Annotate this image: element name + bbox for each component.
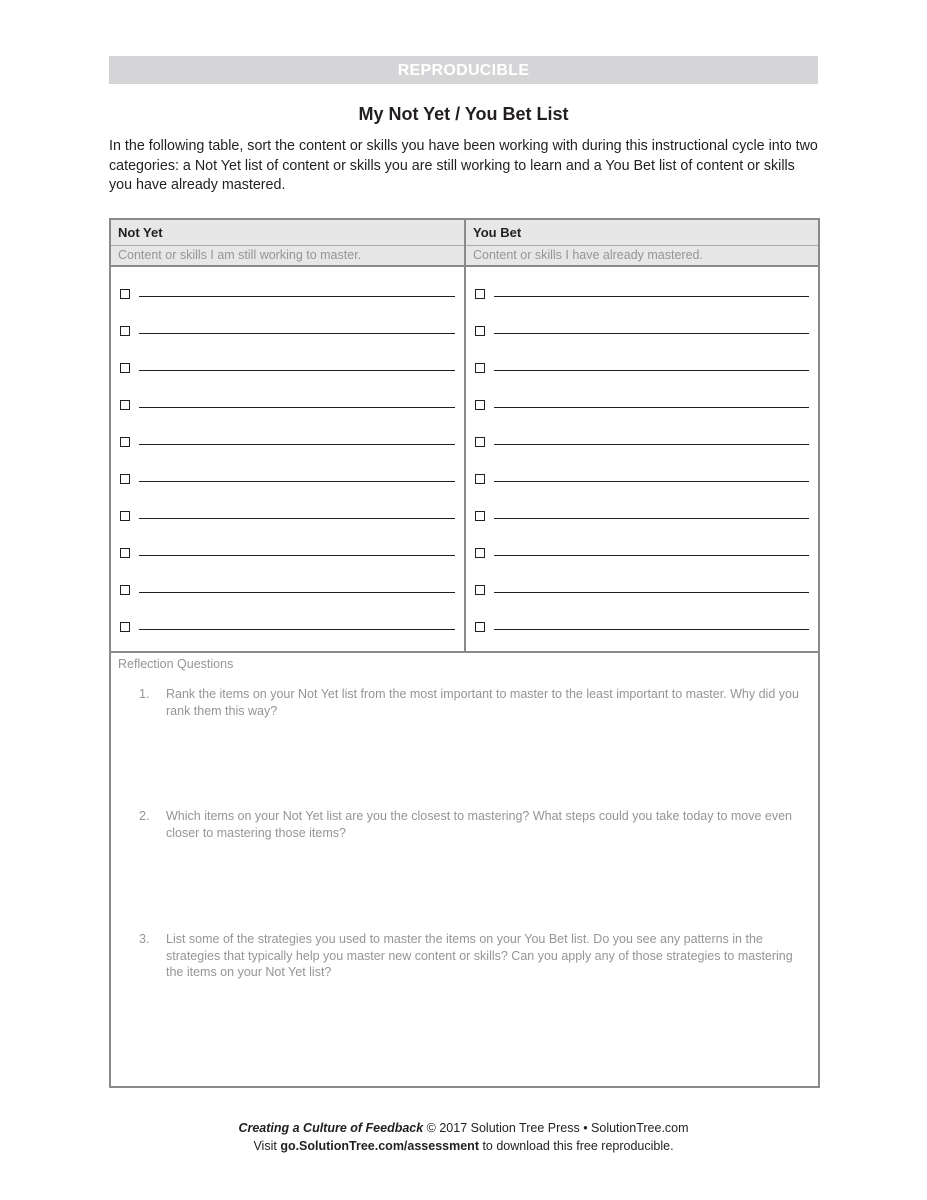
visit-text: Visit <box>253 1139 281 1153</box>
download-link[interactable]: go.SolutionTree.com/assessment <box>280 1139 479 1153</box>
page-footer <box>109 1119 818 1155</box>
not-yet-item-row <box>111 357 464 377</box>
question-number: 1. <box>139 687 150 701</box>
column-divider <box>464 220 466 652</box>
you-bet-item-row <box>466 542 818 562</box>
checkbox[interactable] <box>475 474 485 484</box>
checkbox[interactable] <box>120 326 130 336</box>
you-bet-item-row <box>466 283 818 303</box>
you-bet-item-row <box>466 468 818 488</box>
not-yet-title: Not Yet <box>118 225 163 240</box>
write-in-line[interactable] <box>494 629 809 630</box>
checkbox[interactable] <box>475 622 485 632</box>
write-in-line[interactable] <box>494 407 809 408</box>
you-bet-title: You Bet <box>473 225 522 240</box>
checkbox[interactable] <box>120 400 130 410</box>
you-bet-item-row <box>466 616 818 636</box>
you-bet-item-row <box>466 320 818 340</box>
reproducible-banner: REPRODUCIBLE <box>109 56 818 84</box>
page-title: My Not Yet / You Bet List <box>358 104 569 124</box>
you-bet-subtitle: Content or skills I have already mastered. <box>473 248 703 262</box>
checkbox[interactable] <box>475 400 485 410</box>
checkbox[interactable] <box>475 326 485 336</box>
not-yet-item-row <box>111 616 464 636</box>
write-in-line[interactable] <box>494 296 809 297</box>
you-bet-item-row <box>466 431 818 451</box>
header-rule <box>466 245 818 246</box>
worksheet-table <box>109 218 820 1088</box>
write-in-line[interactable] <box>139 407 455 408</box>
write-in-line[interactable] <box>494 444 809 445</box>
checkbox[interactable] <box>475 548 485 558</box>
download-tail-text: to download this free reproducible. <box>478 1139 674 1153</box>
checkbox[interactable] <box>120 511 130 521</box>
not-yet-item-row <box>111 431 464 451</box>
question-number: 2. <box>139 809 150 823</box>
checkbox[interactable] <box>120 585 130 595</box>
checkbox[interactable] <box>475 289 485 299</box>
question-text: Which items on your Not Yet list are you the closest to mastering? What steps could you take today to move even closer to mastering those items? <box>166 809 793 840</box>
not-yet-item-row <box>111 468 464 488</box>
footer-line-2 <box>109 1137 818 1155</box>
reflection-title: Reflection Questions <box>118 657 234 671</box>
not-yet-header <box>111 220 464 267</box>
write-in-line[interactable] <box>139 481 455 482</box>
write-in-line[interactable] <box>139 592 455 593</box>
intro-paragraph: In the following table, sort the content or skills you have been working with during this instructional cycle into two categories: a Not Yet list of content or skills you are still working to learn and a You Bet list of content or skills you have already mastered. <box>109 138 818 193</box>
write-in-line[interactable] <box>494 370 809 371</box>
not-yet-subtitle: Content or skills I am still working to master. <box>118 248 362 262</box>
not-yet-list <box>111 267 464 651</box>
checkbox[interactable] <box>475 437 485 447</box>
checkbox[interactable] <box>120 363 130 373</box>
write-in-line[interactable] <box>139 333 455 334</box>
you-bet-header <box>466 220 818 267</box>
you-bet-item-row <box>466 505 818 525</box>
checkbox[interactable] <box>120 548 130 558</box>
reflection-section <box>111 653 818 1086</box>
checkbox[interactable] <box>475 585 485 595</box>
write-in-line[interactable] <box>139 518 455 519</box>
copyright-text: © 2017 Solution Tree Press • SolutionTree.com <box>423 1121 689 1135</box>
write-in-line[interactable] <box>494 333 809 334</box>
write-in-line[interactable] <box>139 629 455 630</box>
not-yet-item-row <box>111 320 464 340</box>
write-in-line[interactable] <box>494 592 809 593</box>
write-in-line[interactable] <box>494 555 809 556</box>
not-yet-item-row <box>111 283 464 303</box>
question-text: Rank the items on your Not Yet list from the most important to master to the least important to master. Why did you rank them this way? <box>166 687 799 718</box>
not-yet-item-row <box>111 542 464 562</box>
you-bet-item-row <box>466 394 818 414</box>
footer-line-1 <box>109 1119 818 1137</box>
write-in-line[interactable] <box>494 481 809 482</box>
checkbox[interactable] <box>120 437 130 447</box>
write-in-line[interactable] <box>139 296 455 297</box>
you-bet-item-row <box>466 579 818 599</box>
checkbox[interactable] <box>475 363 485 373</box>
checkbox[interactable] <box>475 511 485 521</box>
question-text: List some of the strategies you used to master the items on your You Bet list. Do you see any patterns in the strategies that typically help you master new content or skills? Can you apply any of those strategies to mastering the items on your Not Yet list? <box>166 932 793 979</box>
write-in-line[interactable] <box>139 555 455 556</box>
checkbox[interactable] <box>120 622 130 632</box>
not-yet-item-row <box>111 579 464 599</box>
you-bet-item-row <box>466 357 818 377</box>
not-yet-item-row <box>111 505 464 525</box>
question-number: 3. <box>139 932 150 946</box>
write-in-line[interactable] <box>139 444 455 445</box>
checkbox[interactable] <box>120 289 130 299</box>
write-in-line[interactable] <box>494 518 809 519</box>
book-title: Creating a Culture of Feedback <box>238 1121 424 1135</box>
checkbox[interactable] <box>120 474 130 484</box>
not-yet-item-row <box>111 394 464 414</box>
you-bet-list <box>466 267 818 651</box>
write-in-line[interactable] <box>139 370 455 371</box>
header-rule <box>111 245 464 246</box>
